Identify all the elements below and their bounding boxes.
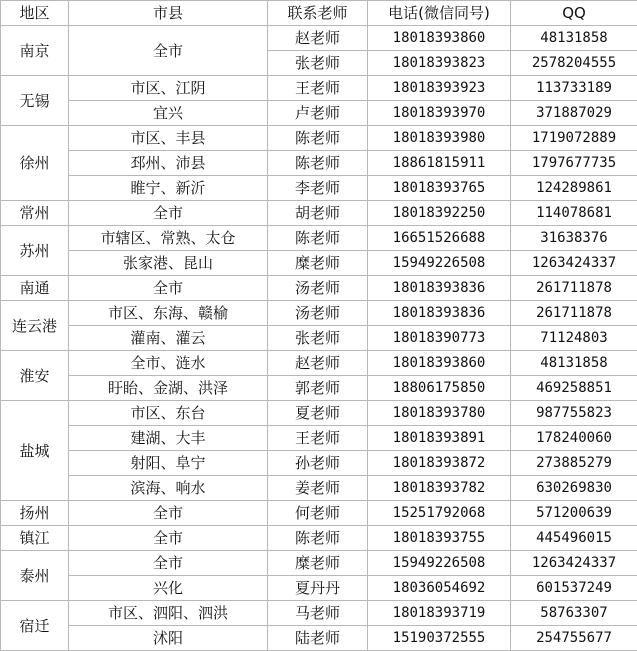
teacher-cell: 陆老师 bbox=[268, 626, 368, 651]
table-row bbox=[1, 401, 637, 426]
qq-cell: 571200639 bbox=[511, 501, 637, 526]
teacher-cell: 何老师 bbox=[268, 501, 368, 526]
qq-cell: 48131858 bbox=[511, 26, 637, 51]
table-row bbox=[1, 176, 637, 201]
teacher-cell: 王老师 bbox=[268, 76, 368, 101]
region-cell: 宿迁 bbox=[1, 601, 69, 651]
table-row bbox=[1, 376, 637, 401]
teacher-cell: 糜老师 bbox=[268, 251, 368, 276]
teacher-cell: 陈老师 bbox=[268, 226, 368, 251]
table-row bbox=[1, 476, 637, 501]
qq-cell: 1263424337 bbox=[511, 551, 637, 576]
teacher-cell: 马老师 bbox=[268, 601, 368, 626]
region-cell: 连云港 bbox=[1, 301, 69, 351]
header-region: 地区 bbox=[1, 1, 69, 26]
table-row bbox=[1, 101, 637, 126]
header-phone: 电话(微信同号) bbox=[368, 1, 511, 26]
teacher-cell: 汤老师 bbox=[268, 301, 368, 326]
county-cell: 全市、涟水 bbox=[69, 351, 268, 376]
county-cell: 全市 bbox=[69, 526, 268, 551]
table-row bbox=[1, 326, 637, 351]
qq-cell: 371887029 bbox=[511, 101, 637, 126]
teacher-cell: 赵老师 bbox=[268, 351, 368, 376]
qq-cell: 445496015 bbox=[511, 526, 637, 551]
region-cell: 南通 bbox=[1, 276, 69, 301]
teacher-cell: 张老师 bbox=[268, 326, 368, 351]
phone-cell: 18018393755 bbox=[368, 526, 511, 551]
table-body bbox=[1, 26, 637, 651]
qq-cell: 113733189 bbox=[511, 76, 637, 101]
phone-cell: 18018393836 bbox=[368, 301, 511, 326]
table-row bbox=[1, 351, 637, 376]
table-row bbox=[1, 201, 637, 226]
qq-cell: 1263424337 bbox=[511, 251, 637, 276]
qq-cell: 58763307 bbox=[511, 601, 637, 626]
phone-cell: 18018393782 bbox=[368, 476, 511, 501]
phone-cell: 18018393923 bbox=[368, 76, 511, 101]
county-cell: 市区、江阴 bbox=[69, 76, 268, 101]
county-cell: 市辖区、常熟、太仓 bbox=[69, 226, 268, 251]
county-cell: 睢宁、新沂 bbox=[69, 176, 268, 201]
phone-cell: 18018393765 bbox=[368, 176, 511, 201]
qq-cell: 48131858 bbox=[511, 351, 637, 376]
header-qq: QQ bbox=[511, 1, 637, 26]
qq-cell: 601537249 bbox=[511, 576, 637, 601]
phone-cell: 18018393860 bbox=[368, 351, 511, 376]
region-cell: 苏州 bbox=[1, 226, 69, 276]
table-row bbox=[1, 576, 637, 601]
phone-cell: 18018393970 bbox=[368, 101, 511, 126]
table-row bbox=[1, 276, 637, 301]
qq-cell: 178240060 bbox=[511, 426, 637, 451]
county-cell: 全市 bbox=[69, 501, 268, 526]
county-cell: 盱眙、金湖、洪泽 bbox=[69, 376, 268, 401]
phone-cell: 18018393780 bbox=[368, 401, 511, 426]
county-cell: 滨海、响水 bbox=[69, 476, 268, 501]
table-row bbox=[1, 226, 637, 251]
county-cell: 灌南、灌云 bbox=[69, 326, 268, 351]
table-row bbox=[1, 426, 637, 451]
teacher-cell: 夏老师 bbox=[268, 401, 368, 426]
phone-cell: 15251792068 bbox=[368, 501, 511, 526]
header-county: 市县 bbox=[69, 1, 268, 26]
county-cell: 建湖、大丰 bbox=[69, 426, 268, 451]
region-cell: 徐州 bbox=[1, 126, 69, 201]
table-row bbox=[1, 526, 637, 551]
county-cell: 全市 bbox=[69, 201, 268, 226]
teacher-cell: 胡老师 bbox=[268, 201, 368, 226]
teacher-cell: 陈老师 bbox=[268, 526, 368, 551]
teacher-cell: 陈老师 bbox=[268, 151, 368, 176]
region-cell: 泰州 bbox=[1, 551, 69, 601]
county-cell: 全市 bbox=[69, 26, 268, 76]
qq-cell: 2578204555 bbox=[511, 51, 637, 76]
phone-cell: 18861815911 bbox=[368, 151, 511, 176]
phone-cell: 18018393836 bbox=[368, 276, 511, 301]
teacher-cell: 郭老师 bbox=[268, 376, 368, 401]
header-row bbox=[1, 1, 637, 26]
county-cell: 市区、丰县 bbox=[69, 126, 268, 151]
teacher-cell: 夏丹丹 bbox=[268, 576, 368, 601]
phone-cell: 18018393719 bbox=[368, 601, 511, 626]
teacher-cell: 糜老师 bbox=[268, 551, 368, 576]
region-cell: 南京 bbox=[1, 26, 69, 76]
qq-cell: 124289861 bbox=[511, 176, 637, 201]
teacher-cell: 汤老师 bbox=[268, 276, 368, 301]
phone-cell: 15190372555 bbox=[368, 626, 511, 651]
qq-cell: 630269830 bbox=[511, 476, 637, 501]
table-row bbox=[1, 301, 637, 326]
table-row bbox=[1, 501, 637, 526]
county-cell: 沭阳 bbox=[69, 626, 268, 651]
county-cell: 市区、泗阳、泗洪 bbox=[69, 601, 268, 626]
phone-cell: 18018393860 bbox=[368, 26, 511, 51]
phone-cell: 15949226508 bbox=[368, 551, 511, 576]
teacher-cell: 陈老师 bbox=[268, 126, 368, 151]
phone-cell: 18018392250 bbox=[368, 201, 511, 226]
county-cell: 市区、东海、赣榆 bbox=[69, 301, 268, 326]
table-row bbox=[1, 76, 637, 101]
qq-cell: 1719072889 bbox=[511, 126, 637, 151]
county-cell: 全市 bbox=[69, 551, 268, 576]
county-cell: 射阳、阜宁 bbox=[69, 451, 268, 476]
qq-cell: 273885279 bbox=[511, 451, 637, 476]
table-row bbox=[1, 151, 637, 176]
teacher-cell: 孙老师 bbox=[268, 451, 368, 476]
table-row bbox=[1, 601, 637, 626]
region-cell: 淮安 bbox=[1, 351, 69, 401]
header-teacher: 联系老师 bbox=[268, 1, 368, 26]
table-row bbox=[1, 551, 637, 576]
county-cell: 张家港、昆山 bbox=[69, 251, 268, 276]
phone-cell: 16651526688 bbox=[368, 226, 511, 251]
region-cell: 无锡 bbox=[1, 76, 69, 126]
phone-cell: 18018393872 bbox=[368, 451, 511, 476]
region-cell: 镇江 bbox=[1, 526, 69, 551]
county-cell: 宜兴 bbox=[69, 101, 268, 126]
phone-cell: 15949226508 bbox=[368, 251, 511, 276]
table-row bbox=[1, 26, 637, 51]
phone-cell: 18018393823 bbox=[368, 51, 511, 76]
teacher-cell: 张老师 bbox=[268, 51, 368, 76]
phone-cell: 18018393980 bbox=[368, 126, 511, 151]
table-row bbox=[1, 451, 637, 476]
county-cell: 市区、东台 bbox=[69, 401, 268, 426]
qq-cell: 261711878 bbox=[511, 276, 637, 301]
county-cell: 邳州、沛县 bbox=[69, 151, 268, 176]
table-row bbox=[1, 626, 637, 651]
county-cell: 兴化 bbox=[69, 576, 268, 601]
qq-cell: 261711878 bbox=[511, 301, 637, 326]
teacher-cell: 卢老师 bbox=[268, 101, 368, 126]
qq-cell: 469258851 bbox=[511, 376, 637, 401]
county-cell: 全市 bbox=[69, 276, 268, 301]
phone-cell: 18018390773 bbox=[368, 326, 511, 351]
phone-cell: 18018393891 bbox=[368, 426, 511, 451]
teacher-cell: 姜老师 bbox=[268, 476, 368, 501]
phone-cell: 18806175850 bbox=[368, 376, 511, 401]
qq-cell: 71124803 bbox=[511, 326, 637, 351]
qq-cell: 1797677735 bbox=[511, 151, 637, 176]
region-cell: 盐城 bbox=[1, 401, 69, 501]
teacher-cell: 李老师 bbox=[268, 176, 368, 201]
table-row bbox=[1, 251, 637, 276]
phone-cell: 18036054692 bbox=[368, 576, 511, 601]
qq-cell: 114078681 bbox=[511, 201, 637, 226]
qq-cell: 987755823 bbox=[511, 401, 637, 426]
table-row bbox=[1, 126, 637, 151]
qq-cell: 31638376 bbox=[511, 226, 637, 251]
region-cell: 扬州 bbox=[1, 501, 69, 526]
teacher-cell: 王老师 bbox=[268, 426, 368, 451]
teacher-cell: 赵老师 bbox=[268, 26, 368, 51]
qq-cell: 254755677 bbox=[511, 626, 637, 651]
region-cell: 常州 bbox=[1, 201, 69, 226]
